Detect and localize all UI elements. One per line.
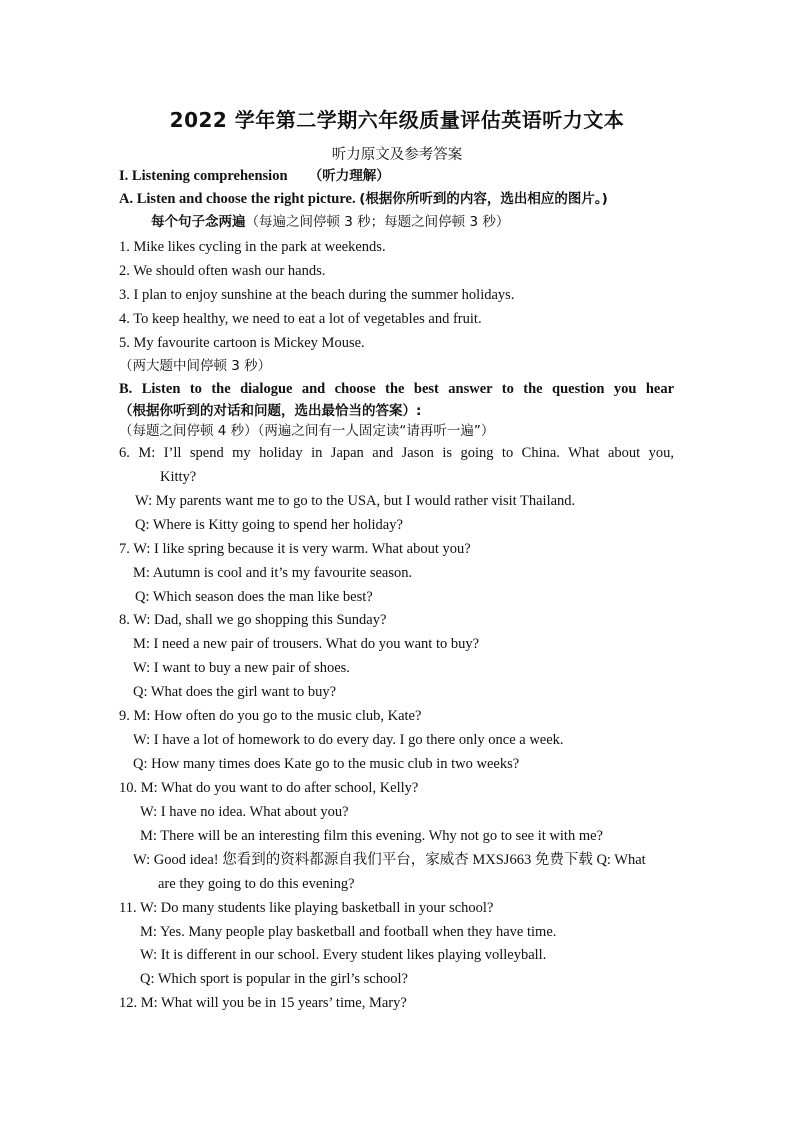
dialogue-line: 7. W: I like spring because it is very warm. What about you? (119, 541, 471, 557)
dialogue-line: M: I need a new pair of trousers. What do you want to buy? (133, 636, 480, 652)
dialogue-line: M: Yes. Many people play basketball and football when they have time. (140, 924, 557, 940)
part-a-pause-note: （两大题中间停顿 3 秒） (119, 358, 272, 374)
dialogue-line: 8. W: Dad, shall we go shopping this Sunday? (119, 612, 387, 628)
dialogue-line: W: I have no idea. What about you? (140, 804, 349, 820)
page-subtitle: 听力原文及参考答案 (331, 147, 463, 163)
part-a-instruction-rest: （每遍之间停顿 3 秒；每题之间停顿 3 秒） (245, 214, 510, 230)
dialogue-line: 12. M: What will you be in 15 years’ time, Mary? (119, 995, 407, 1011)
part-b-heading-cn: （根据你听到的对话和问题，选出最恰当的答案）: (119, 403, 422, 419)
part-a-heading-en: A. Listen and choose the right picture. (119, 191, 356, 207)
list-item: 2. We should often wash our hands. (119, 263, 326, 279)
part-a-heading (119, 189, 608, 209)
dialogue-line: are they going to do this evening? (158, 876, 355, 892)
dialogue-line: Kitty? (160, 469, 197, 485)
dialogue-line: M: Autumn is cool and it’s my favourite season. (133, 565, 413, 581)
dialogue-line: Q: Where is Kitty going to spend her holiday? (135, 517, 403, 533)
dialogue-line: W: Good idea! 您看到的资料都源自我们平台，家威杏 MXSJ663 免费下载 Q: What (133, 852, 646, 868)
list-item: 1. Mike likes cycling in the park at weekends. (119, 239, 386, 255)
dialogue-line: 10. M: What do you want to do after school, Kelly? (119, 780, 419, 796)
dialogue-line: Q: What does the girl want to buy? (133, 684, 337, 700)
section-heading-en: I. Listening comprehension (119, 168, 288, 184)
section-heading-cn: （听力理解） (308, 168, 390, 184)
dialogue-line: 11. W: Do many students like playing basketball in your school? (119, 900, 494, 916)
page-title: 2022 学年第二学期六年级质量评估英语听力文本 (169, 108, 625, 132)
part-b-heading: B. Listen to the dialogue and choose the best answer to the question you hear (119, 381, 674, 397)
dialogue-line: Q: How many times does Kate go to the music club in two weeks? (133, 756, 520, 772)
dialogue-line: M: There will be an interesting film this evening. Why not go to see it with me? (140, 828, 603, 844)
part-a-instruction-bold: 每个句子念两遍 (151, 214, 246, 230)
dialogue-line: Q: Which sport is popular in the girl’s school? (140, 971, 408, 987)
part-b-instruction: （每题之间停顿 4 秒）（两遍之间有一人固定读“请再听一遍”） (119, 423, 495, 439)
dialogue-line: W: It is different in our school. Every student likes playing volleyball. (140, 947, 547, 963)
dialogue-line: 9. M: How often do you go to the music club, Kate? (119, 708, 422, 724)
list-item: 5. My favourite cartoon is Mickey Mouse. (119, 335, 365, 351)
dialogue-line: 6. M: I’ll spend my holiday in Japan and Jason is going to China. What about you, (119, 445, 674, 461)
dialogue-line: W: I want to buy a new pair of shoes. (133, 660, 350, 676)
part-a-heading-cn: (根据你所听到的内容，选出相应的图片。) (359, 191, 608, 207)
dialogue-line: Q: Which season does the man like best? (135, 589, 373, 605)
dialogue-line: W: I have a lot of homework to do every day. I go there only once a week. (133, 732, 564, 748)
list-item: 3. I plan to enjoy sunshine at the beach during the summer holidays. (119, 287, 515, 303)
dialogue-line: W: My parents want me to go to the USA, but I would rather visit Thailand. (135, 493, 576, 509)
list-item: 4. To keep healthy, we need to eat a lot of vegetables and fruit. (119, 311, 482, 327)
section-heading (119, 166, 390, 186)
part-a-instruction (151, 212, 509, 232)
